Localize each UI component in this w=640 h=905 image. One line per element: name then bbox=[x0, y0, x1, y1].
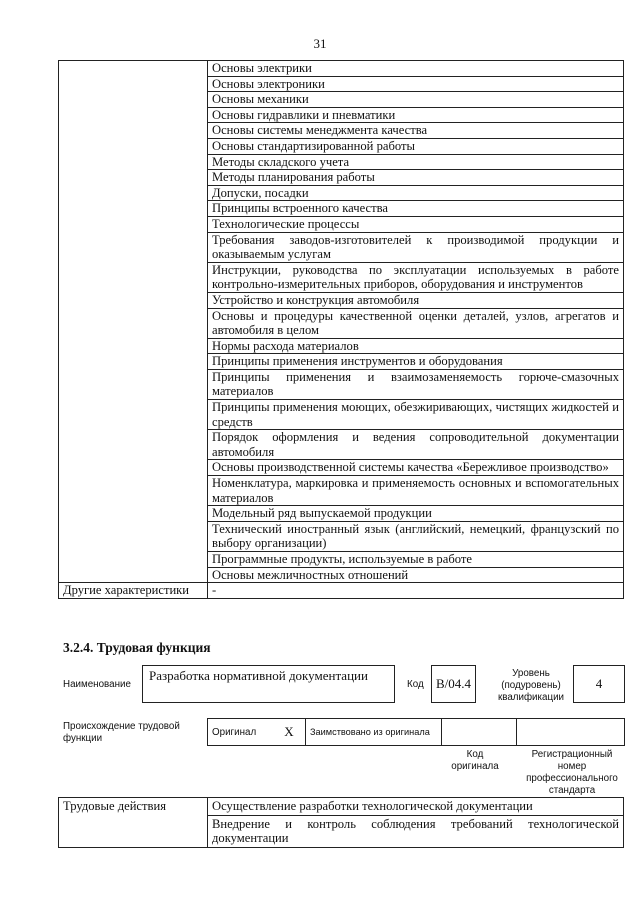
level-label-line-1: Уровень bbox=[512, 668, 550, 679]
level-label-line-3: квалификации bbox=[497, 692, 565, 703]
origin-label-line-2: функции bbox=[63, 733, 103, 744]
registration-caption-line-1: Регистрационный bbox=[531, 749, 613, 760]
labor-actions-row-0 bbox=[59, 798, 624, 816]
registration-caption-line-4: стандарта bbox=[548, 785, 596, 796]
knowledge-item: Основы межличностных отношений bbox=[208, 567, 624, 583]
registration-number-caption bbox=[518, 749, 626, 797]
knowledge-item: Устройство и конструкция автомобиля bbox=[208, 292, 624, 308]
section-title: 3.2.4. Трудовая функция bbox=[63, 640, 211, 655]
knowledge-item: Основы механики bbox=[208, 92, 624, 108]
level-label-line-2: (подуровень) bbox=[501, 680, 561, 691]
knowledge-item: Принципы применения инструментов и оборудования bbox=[208, 354, 624, 370]
level-label bbox=[491, 668, 571, 704]
knowledge-item: Основы системы менеджмента качества bbox=[208, 123, 624, 139]
knowledge-item: Технологические процессы bbox=[208, 216, 624, 232]
origin-row bbox=[208, 719, 625, 746]
registration-caption-line-3: профессионального bbox=[526, 773, 618, 784]
labor-actions-label: Трудовые действия bbox=[59, 798, 208, 848]
origin-label bbox=[63, 721, 180, 745]
knowledge-item: Основы стандартизированной работы bbox=[208, 138, 624, 154]
knowledge-item: Основы производственной системы качества «Бережливое производство» bbox=[208, 460, 624, 476]
knowledge-item: Методы планирования работы bbox=[208, 170, 624, 186]
original-mark: X bbox=[273, 719, 306, 746]
knowledge-table bbox=[58, 60, 624, 599]
original-label: Оригинал bbox=[208, 719, 274, 746]
function-name-box: Разработка нормативной документации bbox=[142, 665, 395, 703]
knowledge-item: Основы гидравлики и пневматики bbox=[208, 107, 624, 123]
original-code-caption-line-1: Код bbox=[466, 749, 484, 760]
labor-action-item: Осуществление разработки технологической документации bbox=[208, 798, 624, 816]
knowledge-row bbox=[59, 61, 624, 77]
origin-table bbox=[207, 718, 625, 746]
other-characteristics-value: - bbox=[208, 583, 624, 599]
registration-number-cell bbox=[517, 719, 625, 746]
knowledge-label-cell bbox=[59, 61, 208, 583]
other-characteristics-row bbox=[59, 583, 624, 599]
other-characteristics-label: Другие характеристики bbox=[59, 583, 208, 599]
knowledge-item: Основы электроники bbox=[208, 76, 624, 92]
knowledge-item: Принципы применения моющих, обезжиривающих, чистящих жидкостей и средств bbox=[208, 400, 624, 430]
original-code-cell bbox=[442, 719, 517, 746]
original-code-caption-line-2: оригинала bbox=[451, 761, 499, 772]
knowledge-item: Методы складского учета bbox=[208, 154, 624, 170]
knowledge-item: Принципы применения и взаимозаменяемость горюче-смазочных материалов bbox=[208, 369, 624, 399]
original-code-caption bbox=[435, 749, 515, 773]
knowledge-item: Инструкции, руководства по эксплуатации используемых в работе контрольно-измерительных приборов, оборудования и инструментов bbox=[208, 262, 624, 292]
knowledge-item: Допуски, посадки bbox=[208, 185, 624, 201]
knowledge-item: Технический иностранный язык (английский, немецкий, французский по выбору организации) bbox=[208, 521, 624, 551]
knowledge-item: Требования заводов-изготовителей к производимой продукции и оказываемым услугам bbox=[208, 232, 624, 262]
borrowed-label: Заимствовано из оригинала bbox=[306, 719, 442, 746]
labor-actions-table bbox=[58, 797, 624, 848]
name-label: Наименование bbox=[63, 679, 131, 690]
knowledge-item: Принципы встроенного качества bbox=[208, 201, 624, 217]
labor-action-item: Внедрение и контроль соблюдения требований технологической документации bbox=[208, 815, 624, 847]
knowledge-item: Нормы расхода материалов bbox=[208, 338, 624, 354]
registration-caption-line-2: номер bbox=[557, 761, 587, 772]
knowledge-item: Программные продукты, используемые в работе bbox=[208, 552, 624, 568]
knowledge-item: Модельный ряд выпускаемой продукции bbox=[208, 506, 624, 522]
knowledge-body bbox=[59, 61, 624, 583]
knowledge-item: Основы электрики bbox=[208, 61, 624, 77]
origin-label-line-1: Происхождение трудовой bbox=[63, 721, 180, 732]
knowledge-item: Порядок оформления и ведения сопроводительной документации автомобиля bbox=[208, 430, 624, 460]
knowledge-item: Основы и процедуры качественной оценки деталей, узлов, агрегатов и автомобиля в целом bbox=[208, 308, 624, 338]
page-number: 31 bbox=[313, 36, 327, 51]
qualification-level-box: 4 bbox=[573, 665, 625, 703]
code-label: Код bbox=[407, 679, 424, 690]
function-code-box: B/04.4 bbox=[431, 665, 476, 703]
knowledge-item: Номенклатура, маркировка и применяемость основных и вспомогательных материалов bbox=[208, 476, 624, 506]
